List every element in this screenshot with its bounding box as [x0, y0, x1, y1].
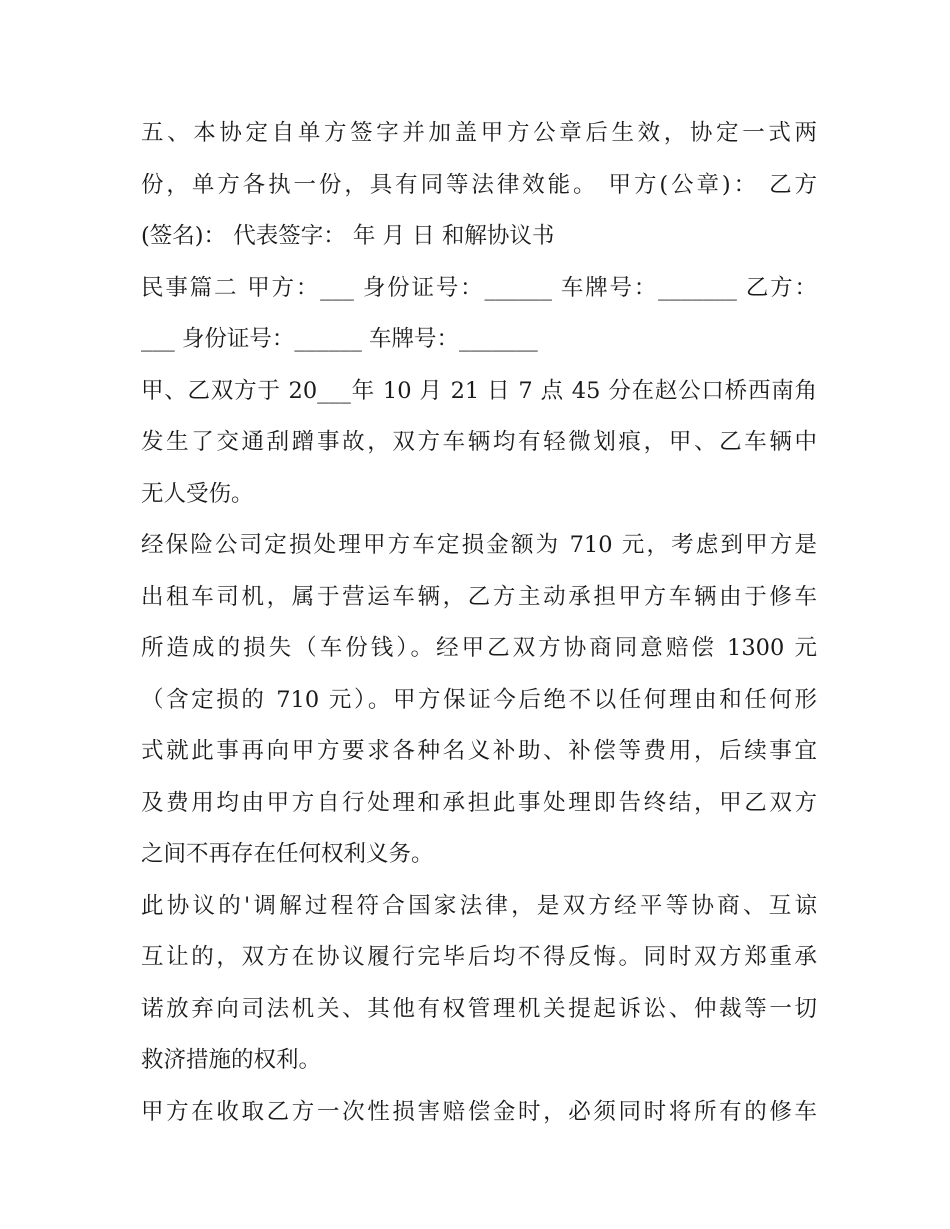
text-line: 出租车司机，属于营运车辆，乙方主动承担甲方车辆由于修车 [141, 583, 817, 610]
text-line: 及费用均由甲方自行处理和承担此事处理即告终结，甲乙双方 [141, 789, 817, 816]
text-line: 诺放弃向司法机关、其他有权管理机关提起诉讼、仲裁等一切 [141, 995, 817, 1022]
text-line: （含定损的 710 元）。甲方保证今后绝不以任何理由和任何形 [141, 686, 817, 713]
text-line: (签名)： 代表签字： 年 月 日 和解协议书 [141, 223, 555, 249]
text-line: 所造成的损失（车份钱）。经甲乙双方协商同意赔偿 1300 元 [141, 635, 817, 661]
text-line: 经保险公司定损处理甲方车定损金额为 710 元，考虑到甲方是 [141, 532, 817, 558]
text-line: 五、本协定自单方签字并加盖甲方公章后生效，协定一式两 [141, 120, 817, 146]
text-line: 发生了交通刮蹭事故，双方车辆均有轻微划痕，甲、乙车辆中 [141, 429, 817, 455]
text-line: 民事篇二 甲方：___ 身份证号：______ 车牌号：_______ 乙方： [141, 274, 817, 301]
text-line: 互让的，双方在协议履行完毕后均不得反悔。同时双方郑重承 [141, 944, 817, 970]
text-line: 份，单方各执一份，具有同等法律效能。 甲方(公章)： 乙方 [141, 171, 817, 198]
text-line: 之间不再存在任何权利义务。 [141, 841, 434, 867]
text-line: 此协议的'调解过程符合国家法律，是双方经平等协商、互谅 [141, 892, 817, 919]
document-body [141, 108, 817, 1138]
text-line: 无人受伤。 [141, 480, 254, 507]
text-line: 甲、乙双方于 20___年 10 月 21 日 7 点 45 分在赵公口桥西南角 [141, 377, 817, 404]
text-line: 救济措施的权利。 [141, 1047, 322, 1073]
text-line: 式就此事再向甲方要求各种名义补助、补偿等费用，后续事宜 [141, 738, 817, 764]
text-line: ___ 身份证号：______ 车牌号：_______ [141, 326, 538, 352]
text-line: 甲方在收取乙方一次性损害赔偿金时，必须同时将所有的修车 [141, 1098, 817, 1125]
